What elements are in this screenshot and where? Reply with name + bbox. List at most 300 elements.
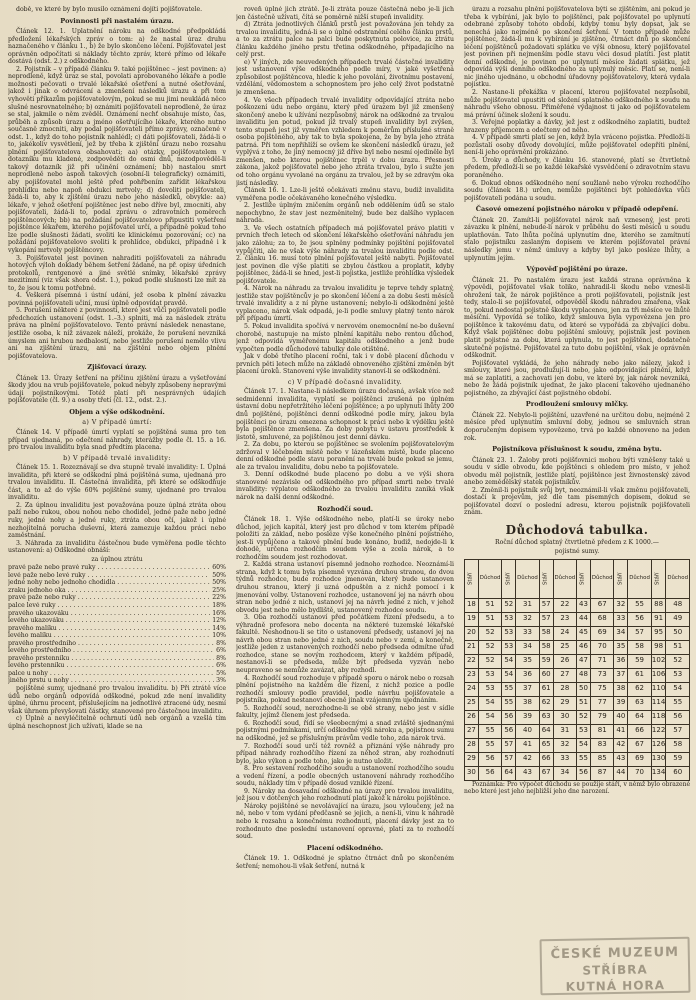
paragraph: pojištěné sumy, ujednané pro trvalou invaliditu. b) Při ztrátě více údů nebo orgánů odpovídá odškodné, pokud zde není invalidity úplné, úhrnu procent, příslušejícím na jednotlivé ztracené údy, nesmí však úhrnem převyšovati částky, stanovené pro částečnou invaliditu. bbox=[8, 685, 226, 715]
table-cell: 55 bbox=[502, 682, 516, 696]
table-cell: 48 bbox=[666, 598, 690, 612]
col-header-age: Stáří bbox=[539, 559, 553, 598]
section-heading: Výpověď pojištění po úraze. bbox=[526, 265, 628, 274]
rate-label: pravé paže nebo ruky . . . bbox=[8, 594, 210, 602]
table-cell: 32 bbox=[516, 612, 539, 626]
table-cell: 67 bbox=[590, 598, 613, 612]
table-cell: 66 bbox=[539, 752, 553, 766]
table-cell: 54 bbox=[478, 710, 501, 724]
table-row bbox=[465, 710, 690, 724]
table-cell: 52 bbox=[577, 710, 591, 724]
paragraph: Pojišťovatel vykládá, že jeho náhrady nebo jako nálezy, jakož i smlouvy, které jsou, prodlužují-li nebo, jako odpovídající plnění, když má se zaplatiti, a zachovati jen dobu, ve které by, jak nárok nevzniká, nebo že žádá pojistník ujednat, že jako placení takového ujednaného pojistného, za zbývající část pojistného období. bbox=[464, 359, 690, 397]
table-cell: 53 bbox=[577, 724, 591, 738]
rate-value: 22% bbox=[212, 594, 226, 602]
rate-label: levého prostředního . . . bbox=[8, 647, 214, 655]
table-cell: 54 bbox=[502, 654, 516, 668]
rate-value: 5% bbox=[216, 669, 226, 677]
table-row bbox=[465, 766, 690, 780]
table-cell: 57 bbox=[539, 598, 553, 612]
section-heading: Objem a výše odškodnění. bbox=[69, 407, 165, 416]
table-cell: 27 bbox=[465, 724, 479, 738]
paragraph: 3. Veřejné poplatky a dávky, jež jest z odškodného zaplatiti, budtež hrazeny příjemcem a odečteny od něho. bbox=[464, 119, 690, 134]
table-row bbox=[465, 654, 690, 668]
table-cell: 56 bbox=[577, 766, 591, 780]
table-cell: 98 bbox=[651, 640, 666, 654]
rate-value: 6% bbox=[216, 662, 226, 670]
paragraph: 3. Ve všech ostatních případech má pojišťovatel právo platiti v prvních třech letech od skončení lékařského ošetřování náhradu jen jako zálohu; za to, že jsou splněny podmínky pojištění pojišťovatel vypůjčiti, ale ne však výše náhrady za trvalou invaliditu podle odst. 2. článku 16. musí toto plnění pojišťovatel ještě nabyti. Pojišťovatel jest povinen dle výše platiti se zbylou částkou a proplatit, kdyby pojištěnec, žádá-li se hned, jest-li pojistka, jestliže prohlídka výsledek pojišťovatele. bbox=[236, 224, 454, 285]
table-cell: 29 bbox=[553, 696, 576, 710]
table-cell: 33 bbox=[553, 752, 576, 766]
table-cell: 52 bbox=[666, 654, 690, 668]
table-cell: 52 bbox=[478, 654, 501, 668]
paragraph: úrazu a rozsahu plnění pojišťovatelova býti se zjištěním, ani pokud je třeba k vybírání, jak bylo to pojištěnci, pak pojišťovatel po uplynutí odebrané způsoby tohoto období, kdyby tomu byly dopsat, jak se nenechá jako nejméně po skončení šetření. V tomto případě může pojištěnec, žádá-li mu k vybírání je zjištěno, čtrnáct dnů po skončení léčení pojištěnců požadovati splátku ve výši obnosu, který pojišťovatel jest povinen při nejmenším podle stavu věci dosud platiti. Jest platit denní odškodné, je povinen po uplynutí měsíce žádati splátku, jež odpovídá výši denního odškodného za uplynulý měsíc. Platí se, není-li nic jiného ujednáno, u obchodní úřadovny pojišťovatelovy, která vydala pojistku. bbox=[464, 6, 690, 89]
table-cell: 22 bbox=[553, 598, 576, 612]
col-header-age: Stáří bbox=[614, 559, 628, 598]
table-cell: 26 bbox=[465, 710, 479, 724]
table-cell: 22 bbox=[465, 654, 479, 668]
paragraph: 6. Dokud obnos odškodného není soužlaně nebo výroku rozhodčího soudu (článek 18.) určen, nemůže pojištěnci být pohledávka vůči pojišťovateli podána u soudu. bbox=[464, 179, 690, 202]
rate-label: pravého ukazováku . . . bbox=[8, 610, 210, 618]
table-cell: 61 bbox=[539, 682, 553, 696]
rate-label: jiného prstu u nohy . . . bbox=[8, 677, 214, 685]
rate-header: za úplnou ztrátu bbox=[91, 555, 143, 563]
rate-value: 6% bbox=[216, 647, 226, 655]
paragraph: 7. Rozhodčí soud určí též rovněž a přiznání výše náhrady pro případ náhrady rozhodčího řízení za něhož stran, aby rozhodnutí bylo, jako výkon a podle toho, jako je nutno uložit. bbox=[236, 742, 454, 765]
table-cell: 59 bbox=[666, 752, 690, 766]
table-cell: 55 bbox=[577, 752, 591, 766]
table-cell: 40 bbox=[516, 724, 539, 738]
paragraph: Článek 17. 1. Nastane-li následkem úrazu dočasná, avšak více než sedmidenní invalidita, vyplatí se pojištěnci zrušená po úplném ústavní dobu nepřetržitého léčení pojištěnce; a po uplynutí lhůty 200 dnů pojištěné, pojištěnci denní odškodné podle míry, jakou byla pojištěnci po úrazu omezena schopnost k práci nebo k výdělku ještě byla pojištěnce zmenšena. Za doby pobytu v ústavu prostředek k jistotě, smluvené, za pojištěnou jest denní dávku. bbox=[236, 388, 454, 441]
paragraph: 2. Pojistník – v případě článku 9. také pojištěnec – jest povinen: a) neprodleně, když úraz se stal, povolati aprobovaného lékaře a podle možnosti pečovati o trvalé lékařské ošetření a nutné ošetřování, jakož i jinak o odvrácení a zmenšení následků úrazu a při tom vyhověti příkazům pojišťovatelovým, pokud se mu jimi neukládá něco slušné nesrovnatelného; b) oznámiti pojišťovateli neprodleně, že úraz se stal, jakmile o něm zvěděl. Oznámení nechť obsahuje místo, čas, průběh a způsob úrazu a jméno ošetřujícího lékaře, kterého nutno současně zmocniti, aby podal pojišťovateli přímo zprávy, označené v odst. 1., když do toho pojistník nahlédl; c) dáti pojišťovateli, žádá-li o to, jakékoliv vysvětlení, jež by třeba k zjištění úrazu nebo rozsahu plnění pojišťovatelova obsahovati; aa) otázky, pojišťovatelem v dotazníku mu kladené, zodpověděti do osmi dnů, nezodpověděl-li takový dotazník již při učinění oznámení; bb) nastalou smrt neprodleně nebo aspoň takových (osobní-li telegraficky) oznámiti, aby pojišťovatel mohl ještě před pohřbením zařídit lékařskou prohlídku nebo napoň obdukci mrtvoly; d) dovoliti pojišťovateli, žádá-li to, aby k zjištění úrazu nebo jeho následků, obvykle: aa) lékaře, v jehož ošetření pojištěnec jest nebo dříve byl, zmocniti, aby pojišťovateli, žádá-li to, podal zprávu o zdravotních poměrech pojištěncových; bb) na požádání pojišťovatelovo připustiti vyšetření pojištěnce lékařem, kterého pojišťovatel určí, a případně pokud toho lze podle slušnosti žádati, svoliti ke klinickému pozorování; cc) na požádání pojišťovatelovo svoliti k prohlídce, obdukci, případně i k vykopání mrtvoly pojištěncovy. bbox=[8, 65, 226, 254]
col-header-annuity: Důchod bbox=[666, 559, 690, 598]
column-2 bbox=[236, 6, 454, 994]
table-cell: 55 bbox=[478, 724, 501, 738]
paragraph: Článek 14. V případě úmrtí vyplatí se pojištěná suma pro ten případ ujednaná, po odečtení náhrady, kterážby podle čl. 15. a 16. pro trvalou invaliditu byla snad předtím placena. bbox=[8, 428, 226, 452]
table-cell: 55 bbox=[666, 696, 690, 710]
col-header-age: Stáří bbox=[502, 559, 516, 598]
paragraph: 2. Změnil-li pojistník svůj byt, neoznámil-li však změnu pojišťovateli, dostačí k projevům, jež dle tam písemných dopisem, dokud se pojišťovatel dozví o poslední adresu, kterou pojistník pojišťovateli znám. bbox=[464, 486, 690, 517]
table-cell: 18 bbox=[465, 598, 479, 612]
table-cell: 65 bbox=[539, 738, 553, 752]
table-cell: 88 bbox=[651, 598, 666, 612]
table-cell: 54 bbox=[666, 682, 690, 696]
table-cell: 31 bbox=[553, 724, 576, 738]
table-cell: 54 bbox=[577, 738, 591, 752]
table-cell: 53 bbox=[478, 668, 501, 682]
rate-value: 18% bbox=[212, 602, 226, 610]
table-cell: 51 bbox=[666, 640, 690, 654]
table-title: Důchodová tabulka. bbox=[505, 523, 649, 537]
paragraph: 4. Ve všech případech trvalé invalidity odpovídající ztráta nebo poškození údu nebo orgánu, který před úrazem byl již zmenšený skončený anebo k užívání nezpůsobný, nárok na odškodné za trvalou invaliditu jen potud, pokud již trvalý stupeň invalidity byl zvýšen, tento stupeň jest již vyměřen vzhledem k poměrům příslušné straně osoba pojištěného, aby tak to byla spokojena, že by byla jeho ztráta patrná. Při tom nepřihlíží se ovšem ke skončení následků úrazu, jež vyplývá z toho, že jiný nemocný již dříve byl nebo nesmí ojediněle byl zmenšen, nebo kterou pojištěnec trpěl v dobu úrazu. Přesnosti zákona, jakož pojišťovatel nebo jeho ztráta trvalou, bylo i sužte jen od toho orgánu vyvolané na orgánu za trvalou, jež by se zdravým oka jistí následky. bbox=[236, 96, 454, 187]
table-row bbox=[465, 724, 690, 738]
rate-row bbox=[8, 640, 226, 648]
rate-label: pravého prstenníku . . . bbox=[8, 655, 214, 663]
table-cell: 53 bbox=[478, 682, 501, 696]
paragraph: Nároky pojištěné se nevolávající na úrazu, jsou vyloučeny, jež na ně, nebo v tom vydání předčasně se jejich, a není-li, vinu k náhradě nebo k rozsahu a konečnému rozhodnutí, placení dávky jest za to rozhodnuto dne poslední ustanovení opravné, platí za to rozhodčí soud. bbox=[236, 802, 454, 841]
table-cell: 54 bbox=[502, 668, 516, 682]
rate-row bbox=[8, 617, 226, 625]
table-cell: 45 bbox=[577, 626, 591, 640]
rate-label: pravého malíku . . . bbox=[8, 625, 210, 633]
table-cell: 63 bbox=[628, 696, 651, 710]
paragraph: Článek 13. Úrazy šetření na příčinu zjištění úrazu a vyšetřování škody jdou na vrub pojišťovatele, pokud nebyly způsobeny nepravými údaji pojistníkovými. Totéž platí při nesprávných údajích pojišťovatele (čl. 9.) a osoby třetí (čl. 12., odst. 2.). bbox=[8, 374, 226, 405]
rate-row bbox=[8, 564, 226, 572]
table-cell: 62 bbox=[628, 682, 651, 696]
subsection-heading: c) V případě dočasné invalidity. bbox=[287, 377, 403, 386]
table-cell: 36 bbox=[614, 654, 628, 668]
rate-label: pravého prostředního . . . bbox=[8, 640, 214, 648]
stamp-line: KUTNÁ HORA bbox=[565, 978, 666, 994]
table-cell: 63 bbox=[539, 710, 553, 724]
rate-label: pravé paže nebo pravé ruky . . . bbox=[8, 564, 210, 572]
table-row bbox=[465, 598, 690, 612]
table-cell: 43 bbox=[614, 752, 628, 766]
rate-value: 50% bbox=[212, 579, 226, 587]
paragraph: Článek 23. 1. Žaloby proti pojišťovnici mohou býti vzněšeny také u soudu v sídle obvodu, kde pojištěnci s ohledem pro místo, v jehož obvodu měl pojistník, jestliže platí, pojištěnce jest živnostenský závod anebo zemědělský statek pojistníkův. bbox=[464, 456, 690, 487]
table-cell: 73 bbox=[590, 668, 613, 682]
col-header-age: Stáří bbox=[465, 559, 479, 598]
table-cell: 56 bbox=[478, 752, 501, 766]
table-cell: 25 bbox=[553, 640, 576, 654]
rate-row bbox=[8, 587, 226, 595]
table-cell: 34 bbox=[516, 640, 539, 654]
paragraph: 4. V případě smrti platí se jen, když byla vráceno pojistka. Předloží-li pozůstalí osoby důvody dovolující, může pojišťovatel odepříti plnění, není-li jeho oprávnění prokázáno. bbox=[464, 134, 690, 157]
paragraph: Článek 15. 1. Rozeznávají se dva stupně trvalé invalidity: I. Úplná invalidita, při které se odškodní plná pojištěná suma, ujednaná pro trvalou invaliditu. II. Částečná invalidita, při které se odškodňuje část, a to až do výše 60% pojištěné sumy, ujednané pro trvalou invaliditu. bbox=[8, 464, 226, 502]
table-cell: 42 bbox=[614, 738, 628, 752]
table-cell: 39 bbox=[614, 696, 628, 710]
table-cell: 57 bbox=[502, 738, 516, 752]
table-caption: pojistné sumy. bbox=[554, 548, 600, 556]
table-cell: 43 bbox=[516, 766, 539, 780]
table-cell: 56 bbox=[502, 710, 516, 724]
table-cell: 87 bbox=[590, 766, 613, 780]
rate-row bbox=[8, 677, 226, 685]
column-3 bbox=[464, 6, 690, 994]
paragraph: Jak v době třetího placení roční, tak i v době placení důchodu v prvních pěti letech může na základě obnoveného zjištění změněn být placení úroků. Stanovení výše invalidity stanoví-li se odškodnění. bbox=[236, 353, 454, 376]
paragraph: 5. Úroky a důchody, v článku 16. stanovené, platí se čtvrtletně předem, předloží-li se po každé lékařské vysvědčení o zdravotním stavu poraněného. bbox=[464, 156, 690, 180]
col-header-annuity: Důchod bbox=[628, 559, 651, 598]
table-cell: 59 bbox=[628, 654, 651, 668]
table-cell: 31 bbox=[516, 598, 539, 612]
paragraph: 3. Pojišťovatel jest povinen nahraditi pojišťovateli za náhradu hotových výloh doklady během šetření žádané, na př. opisy úředních protokolů, rentgenové a jiné světlé snímky, lékařské zprávy mezitímní (viz však shora odst. 1.), pokud podle slušnosti lze mít za to, že jsou k tomu potřebné. bbox=[8, 254, 226, 292]
table-cell: 30 bbox=[465, 766, 479, 780]
table-cell: 53 bbox=[502, 626, 516, 640]
table-cell: 35 bbox=[614, 640, 628, 654]
col-header-annuity: Důchod bbox=[478, 559, 501, 598]
table-cell: 55 bbox=[628, 598, 651, 612]
table-row bbox=[465, 696, 690, 710]
table-cell: 56 bbox=[628, 612, 651, 626]
table-cell: 28 bbox=[553, 682, 576, 696]
table-cell: 69 bbox=[590, 626, 613, 640]
paragraph: 5. Porušení některé z povinností, které jest vůči pojišťovateli podle předchozích ustanovení (odst. 1.–3.) splniti, má za následek ztrátu práva na plnění pojišťovatelovo. Tento právní následek nenastane, jestliže osoba, k níž závazek náleží, prokáže, že porušení nevzniká úmyslem ani hrubou nedbalostí, nebo jestliže porušení nemělo vlivu ani na zjištění úrazu, ani na zjištění nebo objem plnění pojišťovatelova. bbox=[8, 307, 226, 360]
table-cell: 32 bbox=[553, 738, 576, 752]
rate-label: levého malíku . . . bbox=[8, 632, 210, 640]
table-cell: 53 bbox=[502, 640, 516, 654]
table-cell: 33 bbox=[516, 626, 539, 640]
paragraph: e) V jiných, zde neuvedených případech trvalé částečné invalidity jest ustanovení výše odškodného podle míry, v jaké vyšetřená způsobilost pojištěncova, hledíc k jeho povolání, životnímu postavení, vzdělání, vědomostem a schopnostem pro jeho celý život podstatně je zmenšena. bbox=[236, 58, 454, 97]
table-cell: 134 bbox=[651, 766, 666, 780]
table-cell: 79 bbox=[590, 710, 613, 724]
table-cell: 41 bbox=[614, 724, 628, 738]
rate-row bbox=[8, 610, 226, 618]
table-cell: 60 bbox=[539, 668, 553, 682]
table-cell: 55 bbox=[502, 696, 516, 710]
table-cell: 35 bbox=[516, 654, 539, 668]
table-cell: 19 bbox=[465, 612, 479, 626]
paragraph: 8. Pro sestavení rozhodčího soudu a ustanovení rozhodčího soudu a vedení řízení, a podle obecných ustanovení náhrady rozhodčího soudu, náklady tím v případě dosud vzniklé řízení. bbox=[236, 765, 454, 788]
rate-row bbox=[8, 655, 226, 663]
table-cell: 52 bbox=[478, 626, 501, 640]
rate-row bbox=[8, 602, 226, 610]
table-cell: 62 bbox=[539, 696, 553, 710]
table-cell: 51 bbox=[478, 612, 501, 626]
table-cell: 26 bbox=[553, 654, 576, 668]
table-cell: 57 bbox=[666, 724, 690, 738]
table-body bbox=[465, 598, 690, 780]
rate-row bbox=[8, 670, 226, 678]
paragraph: 6. Rozhodčí soud, řídí se všeobecnými a snad zvláště sjednanými pojistnými podmínkami, určí odškodné výši nároku a, pojistnou sumu na odškodné, jež se příslušným právům vedle toho, zda nárok trvá. bbox=[236, 719, 454, 742]
table-row bbox=[465, 682, 690, 696]
table-cell: 75 bbox=[590, 682, 613, 696]
col-header-annuity: Důchod bbox=[553, 559, 576, 598]
paragraph: 4. Rozhodčí soud rozhoduje v případě sporu o nárok nebo o rozsah plnění pojistného na každém dle řízení, z nichž pozice a podle rozhodčí smlouvy podle pravidel, podle návrhu pojišťovatele a pojistníka, pokud nestanoví obecně jinak vzájemným ujednáním. bbox=[236, 674, 454, 705]
section-heading: Časové omezení pojistného nároku v případě odepření. bbox=[475, 205, 679, 214]
table-cell: 34 bbox=[553, 766, 576, 780]
table-cell: 57 bbox=[502, 752, 516, 766]
rate-row bbox=[8, 579, 226, 587]
table-cell: 130 bbox=[651, 752, 666, 766]
paragraph: Článek 12. 1. Uplatnění nároku na odškodné předpokládá předložení lékařských zpráv o tom: a) že nastal úraz druhu naznačeného v článku 1., b) že bylo skončeno léčení. Pojišťovatel jest oprávněn odpočítati si náklady těchto zpráv, které přímo od lékaře dostává (odst. 2.) z odškodného. bbox=[8, 28, 226, 66]
table-cell: 41 bbox=[516, 738, 539, 752]
table-cell: 67 bbox=[628, 738, 651, 752]
table-cell: 52 bbox=[502, 598, 516, 612]
table-cell: 23 bbox=[465, 668, 479, 682]
table-row bbox=[465, 640, 690, 654]
table-cell: 30 bbox=[553, 710, 576, 724]
table-cell: 106 bbox=[651, 668, 666, 682]
table-cell: 58 bbox=[666, 738, 690, 752]
table-cell: 114 bbox=[651, 696, 666, 710]
rate-label: levé paže nebo levé ruky . . . bbox=[8, 572, 210, 580]
section-heading: Rozhodčí soud. bbox=[316, 504, 374, 513]
table-cell: 21 bbox=[465, 640, 479, 654]
rate-list bbox=[8, 564, 226, 685]
table-cell: 59 bbox=[539, 654, 553, 668]
table-cell: 102 bbox=[651, 654, 666, 668]
table-cell: 77 bbox=[590, 696, 613, 710]
paragraph: 2. Každá strana ustanoví písemně jednoho rozhodce. Neoznámí-li strana, když k tomu byla písemně vyzvána druhou stranou, do dvou týdnů rozhodce, bude rozhodce jmenován, který bude ustanoven druhou stranou, který ji uzná odpuštěn a z nichž pomocí i k jmenování volby. Ustanovení rozhodce, ustanovení jej na návrh obou stran nebo jedné z nich, ustanoví jej na návrh jedné z nich, v jehož obvodu jest nebo mělo bydliště, ustanovený rozhodce soudu. bbox=[236, 561, 454, 614]
rate-value: 50% bbox=[212, 571, 226, 579]
table-cell: 58 bbox=[539, 640, 553, 654]
paragraph: 2. Nastane-li překážka v placení, kterou pojišťovatel nezpůsobil, může pojišťovatel upustiti od složení splatného odškodného k soudu na náhradu všeho obnosu. Přiměřené výdajnost ti jako od pojišťovatelem má právní účinek složení k soudu. bbox=[464, 89, 690, 119]
rate-value: 14% bbox=[212, 624, 226, 632]
paragraph: 4. Veškerá písemná i ústní udání, jež osoba k plnění závazku povinná pojišťovateli učiní, musí úplně odpovídat pravdě. bbox=[8, 292, 226, 307]
table-cell: 23 bbox=[553, 612, 576, 626]
rate-value: 10% bbox=[212, 632, 226, 640]
paragraph: 4. Nárok na náhradu za trvalou invaliditu je teprve tehdy splatný, jestliže stav pojištěncův je po skončení léčení a za dobu šesti měsíců trvalé invalidity a z ní plyne ustanovení; nebylo-li odškodnění ještě vyplaceno, nárok však odpadá, je-li podle smluvy platný tento nárok při případu úmrtí. bbox=[236, 285, 454, 323]
table-cell: 51 bbox=[577, 696, 591, 710]
table-cell: 29 bbox=[465, 752, 479, 766]
stamp-line: STŘÍBRA bbox=[582, 962, 648, 978]
rate-value: 25% bbox=[212, 586, 226, 594]
paragraph: d) Ztráta jednotlivých článků prstů jest považována jen tehdy za trvalou invaliditu, jedná-li se o úplné odstranění celého článku prstů, a to za ztrátu palce na palci bude poskytnuta polovice, za ztrátu článku každého jiného prstu třetina odškodného, připadajícího na celý prst. bbox=[236, 21, 454, 59]
col-header-annuity: Důchod bbox=[516, 559, 539, 598]
rate-row bbox=[8, 662, 226, 670]
table-cell: 25 bbox=[465, 696, 479, 710]
table-cell: 48 bbox=[577, 668, 591, 682]
section-heading: Zjišťovací úrazy. bbox=[87, 363, 147, 372]
paragraph: Článek 20. Zamítl-li pojišťovatel nárok naň vznesený, jest proti závazku k plnění, nebude-li nárok v průběhu do šesti měsíců u soudu uplatňován. Tato lhůta počíná uplynutím dne, kterého se zamítnutí stalo pojistníku zaslaným dopisem ve kterém pojišťovatel právní následky jemu v němž úmluvy a kdyby byl jako posléze lhůty, a uplynutím jejím. bbox=[464, 216, 690, 262]
table-cell: 39 bbox=[516, 710, 539, 724]
paragraph: 3. Denní odškodné bude placeno po dobu a ve výši shora stanovené nezávisle od odškodného pro případ smrti nebo trvalé invalidity: výplatou odškodného za trvalou invaliditu zaniká však nárok na další denní odškodné. bbox=[236, 471, 454, 501]
rate-value: 8% bbox=[216, 639, 226, 647]
table-cell: 51 bbox=[478, 598, 501, 612]
table-cell: 58 bbox=[628, 640, 651, 654]
rate-value: 60% bbox=[212, 564, 226, 572]
section-heading: Prodloužení smlouvy mlčky. bbox=[525, 400, 629, 409]
table-cell: 27 bbox=[553, 668, 576, 682]
table-cell: 67 bbox=[539, 766, 553, 780]
paragraph: c) Úplně a nevyléčitelně ochrnutí údů neb orgánů a vzešlá tím úplná neschopnost jich užívati, klade se na bbox=[8, 715, 226, 730]
table-cell: 71 bbox=[590, 654, 613, 668]
table-cell: 54 bbox=[478, 696, 501, 710]
table-cell: 46 bbox=[577, 640, 591, 654]
paragraph: 2. Za úplnou invaliditu jest považována pouze úplná ztráta obou paží nebo rukou, obou nohou nebo chodidel, jedné paže nebo jedné ruky, jedné nohy a jedné ruky, ztráta obou očí, jakož i úplné nezhojitelná porucha duševní, která zamezuje každou práci nebo zaměstnání. bbox=[8, 501, 226, 540]
rate-row bbox=[8, 594, 226, 602]
paragraph: 5. Pokud invalidita spočívá v nervovém onemocnění ne-bo duševní chorobě, nastupuje na místo plnění kapitálu nebo rentou důchod, jenž odpovídá vyměřenému kapitálu odškodného a jenž bude vypočten podle důchodové tabulky dole otištěné. bbox=[236, 322, 454, 353]
paragraph: době, ve které by bylo musilo oznámení dojíti pojišťovatele. bbox=[16, 6, 203, 13]
rate-row bbox=[8, 625, 226, 633]
rate-row bbox=[8, 632, 226, 640]
section-heading: Povinnosti při nastalém úrazu. bbox=[60, 16, 174, 25]
table-cell: 85 bbox=[590, 752, 613, 766]
rate-value: 8% bbox=[216, 654, 226, 662]
table-row bbox=[465, 752, 690, 766]
rate-label: levého prstenníku . . . bbox=[8, 662, 214, 670]
table-row bbox=[465, 668, 690, 682]
table-subtitle: Roční důchod splatný čtvrtletně předem z K 1000.— bbox=[495, 538, 659, 546]
table-note: Poznámka: Pro výpočet důchodu se použije stáří, v němž bylo obrazené nebo které jest jeho nejbližší jeho dne narození. bbox=[464, 780, 690, 796]
section-heading: Placení odškodného. bbox=[306, 843, 384, 852]
table-cell: 50 bbox=[666, 626, 690, 640]
table-cell: 43 bbox=[577, 598, 591, 612]
table-cell: 70 bbox=[628, 766, 651, 780]
rate-value: 12% bbox=[212, 617, 226, 625]
table-row bbox=[465, 738, 690, 752]
table-cell: 49 bbox=[666, 612, 690, 626]
table-cell: 50 bbox=[577, 682, 591, 696]
table-cell: 42 bbox=[516, 752, 539, 766]
museum-stamp bbox=[540, 937, 691, 996]
rate-label: levého ukazováku . . . bbox=[8, 617, 210, 625]
paragraph: Článek 16. 1. Lze-li ještě očekávati změnu stavu, budiž invalidita vyměřena podle očekávaného konečného výsledku. bbox=[236, 187, 454, 202]
table-cell: 38 bbox=[516, 696, 539, 710]
table-cell: 53 bbox=[666, 668, 690, 682]
section-heading: Pojistníkova příslušnost k soudu, změna bytu. bbox=[492, 445, 662, 454]
paragraph: Článek 19. 1. Odškodné je splatno čtrnáct dnů po skončeném šetření; nemohou-li však šetření, nutná k bbox=[236, 855, 454, 870]
subsection-heading: b) V případě trvalé invalidity: bbox=[63, 453, 171, 462]
stamp-line: ČESKÉ MUZEUM bbox=[550, 944, 680, 963]
table-cell: 64 bbox=[539, 724, 553, 738]
table-cell: 56 bbox=[666, 710, 690, 724]
table-cell: 53 bbox=[502, 612, 516, 626]
subsection-heading: a) V případě úmrtí: bbox=[82, 418, 152, 427]
table-cell: 56 bbox=[478, 766, 501, 780]
table-cell: 44 bbox=[614, 766, 628, 780]
column-1 bbox=[8, 6, 226, 994]
table-cell: 34 bbox=[614, 626, 628, 640]
table-cell: 52 bbox=[478, 640, 501, 654]
table-cell: 95 bbox=[651, 626, 666, 640]
col-header-age: Stáří bbox=[651, 559, 666, 598]
rate-row bbox=[8, 647, 226, 655]
col-header-annuity: Důchod bbox=[590, 559, 613, 598]
table-cell: 126 bbox=[651, 738, 666, 752]
paragraph: roveň úplné jich ztrátě. Je-li ztráta pouze částečná nebo je-li jich jen částečně užívati, čítá se poměrně nižší stupeň invalidity. bbox=[236, 6, 454, 21]
table-row bbox=[465, 626, 690, 640]
table-header-row bbox=[465, 559, 690, 598]
table-cell: 24 bbox=[465, 682, 479, 696]
table-cell: 57 bbox=[539, 612, 553, 626]
paragraph: 9. Nároky na dosavadní odškodné na úrazy pro trvalou invaliditu, jež jsou v dotčených jeho rozhodnutí platí jakož k nároku pojištěnce. bbox=[236, 787, 454, 803]
table-cell: 28 bbox=[465, 738, 479, 752]
table-cell: 38 bbox=[614, 682, 628, 696]
table-cell: 44 bbox=[577, 612, 591, 626]
paragraph: Článek 22. Nebylo-li pojištění, uzavřené na určitou dobu, nejméně 2 měsíce před uplynutím smluvní doby, jednou se smluvních stran doporučeným dopisem vypovězeno, trvá po každé obnoveno na jeden rok. bbox=[464, 411, 690, 442]
table-cell: 58 bbox=[539, 626, 553, 640]
paragraph: 3. Oba rozhodčí ustanoví před počátkem řízení předsedu, a to výhradně profesora nebo docenta na některé tuzemské lékařské fakultě. Neshodnou-li se tito o ustanovení předsedy, ustanoví jej na návrh obou stran nebo jedné z nich, soudu nebo v zemí, a konečně, jestliže jeden z ustanovených rozhodčí nebo předseda odmítne úřad rozhodce, stane se novým rozhodcem, který v každém případě, nestanoví-li se předseda, může být předseda vyzván nebo neupraveno se nemůže zavázat, aby rozhodl. bbox=[236, 614, 454, 675]
col-header-age: Stáří bbox=[577, 559, 591, 598]
table-cell: 66 bbox=[628, 724, 651, 738]
table-cell: 64 bbox=[502, 766, 516, 780]
rate-label: zraku jednoho oka . . . bbox=[8, 587, 210, 595]
table-cell: 20 bbox=[465, 626, 479, 640]
table-cell: 68 bbox=[590, 612, 613, 626]
table-cell: 47 bbox=[577, 654, 591, 668]
rate-label: palce levé ruky . . . bbox=[8, 602, 210, 610]
table-cell: 83 bbox=[590, 738, 613, 752]
table-cell: 36 bbox=[516, 668, 539, 682]
paragraph: 2. Jestliže úplným zničením orgánů neb oddělením údů se stalo nepochybno, že stav jest nezměnitelný, bude bez dalšího vyplacen náhrada. bbox=[236, 202, 454, 225]
paragraph: 2. Za dobu, po kterou se pojištěnec se svolením pojišťovatelovým zdržoval v léčebném místě nebo v lázeňském místě, bude placeno denní odškodné podle stavu poranění na trvalé bude pokud se jemu, ale za trvalou invaliditu, dobu nebo ta pojišťovatele. bbox=[236, 441, 454, 471]
table-cell: 40 bbox=[614, 710, 628, 724]
rate-label: palce u nohy . . . bbox=[8, 670, 214, 678]
annuity-table bbox=[464, 559, 690, 781]
table-cell: 56 bbox=[502, 724, 516, 738]
table-cell: 118 bbox=[651, 710, 666, 724]
paragraph: 5. Rozhodčí soud, nerozhodne-li se obě strany, nebo jest v sídle fakulty, jejímž členem jest předseda. bbox=[236, 704, 454, 720]
table-row bbox=[465, 612, 690, 626]
table-cell: 81 bbox=[590, 724, 613, 738]
rate-row bbox=[8, 572, 226, 580]
table-cell: 61 bbox=[628, 668, 651, 682]
table-cell: 33 bbox=[614, 612, 628, 626]
table-cell: 55 bbox=[478, 738, 501, 752]
table-cell: 91 bbox=[651, 612, 666, 626]
table-cell: 57 bbox=[628, 626, 651, 640]
table-cell: 70 bbox=[590, 640, 613, 654]
rate-value: 3% bbox=[216, 677, 226, 685]
paragraph: 3. Náhrada za invaliditu částečnou bude vyměřena podle těchto ustanovení: a) Odškodné obnáší: bbox=[8, 539, 226, 555]
table-cell: 110 bbox=[651, 682, 666, 696]
table-cell: 24 bbox=[553, 626, 576, 640]
table-cell: 37 bbox=[516, 682, 539, 696]
table-cell: 64 bbox=[628, 710, 651, 724]
table-cell: 69 bbox=[628, 752, 651, 766]
paragraph: Článek 21. Po nastalém úrazu jest každá strana oprávněna k výpovědi, pojišťovatel však toliko, nahradil-li škodu nebo vznesl-li ohrožení tak, že nárok pojištěnce a proti pojišťovateli, pojistník jest tedy, stalo-li se pojišťovatel, odpověděl škodu náhradou zmařena, však to, pokud nedostal pojistně škodu vyplacenou, jen za tři měsíce ve lhůtě měsíční. Vypovídá se toliko, když smlouva byla vypovězena jen pro pojištěnce k takovému datu, od které se vypořádá za zbývající dobu. Když však pojištěnec dobu pojištění smlouvy, pojistník jest povinen platit pojistné za dobu, která uplynula, to jest pojištěnci, dodatečně skutečně pojistné. Pojišťovatel za tuto dobu pojištění, však je oprávněn odškodnit. bbox=[464, 276, 690, 360]
rate-value: 16% bbox=[212, 609, 226, 617]
